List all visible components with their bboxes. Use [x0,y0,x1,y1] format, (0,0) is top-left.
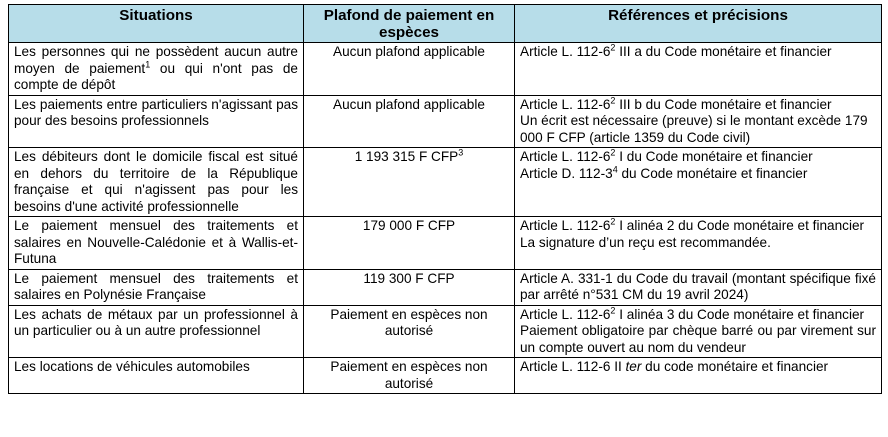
reference-text-cont: III a du Code monétaire et financier [615,44,832,59]
footnote-marker: 2 [610,147,616,158]
reference-text-cont: I alinéa 2 du Code monétaire et financier [615,218,865,233]
situation-cell [9,148,304,217]
plafond-text: Paiement en espèces non autorisé [330,306,488,338]
plafond-cell [304,269,515,305]
reference-text-cont: III b du Code monétaire et financier [615,96,832,112]
reference-line [520,304,876,324]
reference-text: La signature d’un reçu est recommandée. [520,234,771,250]
footnote-marker: 2 [610,94,616,105]
table-row [9,148,882,217]
footnote-marker: 2 [610,304,616,315]
plafond-text: 1 193 315 F CFP [354,149,459,164]
footnote-marker: 1 [145,58,151,69]
situation-text: Le paiement mensuel des traitements et salaires en Nouvelle-Calédonie et à Wallis-et-Futuna [14,218,298,266]
situation-text: Les achats de métaux par un professionnel à un particulier ou à un autre professionnel [14,306,298,338]
reference-text: Article L. 112-6 [520,149,611,164]
footnote-marker: 4 [612,163,618,174]
situation-text: Les paiements entre particuliers n'agissant pas pour des besoins professionnels [14,96,298,128]
reference-line [520,359,876,376]
situation-cell [9,217,304,270]
reference-text: Article L. 112-6 [520,44,611,59]
reference-text: Article L. 112-6 [520,306,611,322]
situation-text: Les débiteurs dont le domicile fiscal est situé en dehors du territoire de la République française et qui n'agissent pas pour les besoins d'une activité professionnelle [14,149,298,214]
table-row [9,269,882,305]
header-situations: Situations [9,5,304,43]
table-row [9,217,882,270]
reference-line [520,44,876,61]
plafond-text: 179 000 F CFP [362,218,456,233]
reference-emphasis: ter [625,359,642,374]
references-cell [515,358,882,394]
references-cell [515,217,882,270]
reference-text-cont: I alinéa 3 du Code monétaire et financier [615,306,865,322]
reference-line [520,271,876,304]
reference-line [520,149,876,166]
references-cell [515,269,882,305]
reference-text-cont: I du Code monétaire et financier [615,149,813,164]
header-references: Références et précisions [515,5,882,43]
plafond-text: Aucun plafond applicable [333,44,485,59]
reference-text: Article L. 112-6 [520,218,611,233]
reference-text-cont: du code monétaire et financier [641,359,829,374]
reference-line [520,94,876,114]
header-plafond: Plafond de paiement en espèces [304,5,515,43]
situation-cell [9,43,304,96]
reference-line [520,163,876,183]
table-row [9,43,882,96]
references-cell [515,95,882,148]
plafond-text: 119 300 F CFP [363,270,455,286]
plafond-text: Aucun plafond applicable [333,96,485,112]
reference-text: Un écrit est nécessaire (preuve) si le montant excède 179 000 F CFP (article 1359 du Code civil) [520,113,868,145]
situation-cell [9,358,304,394]
plafond-text: Paiement en espèces non autorisé [330,359,488,391]
situation-text: Le paiement mensuel des traitements et salaires en Polynésie Française [14,270,298,302]
reference-text: Article D. 112-3 [520,165,613,181]
table-row [9,305,882,358]
payment-limits-table [8,4,882,394]
footnote-marker: 3 [458,147,464,158]
reference-line [520,218,876,235]
footnote-marker: 2 [610,42,616,53]
reference-line [520,113,876,146]
plafond-cell [304,148,515,217]
reference-text: Paiement obligatoire par chèque barré ou par virement sur un compte ouvert au nom du vendeur [520,323,876,355]
references-cell [515,148,882,217]
plafond-cell [304,95,515,148]
plafond-cell [304,43,515,96]
reference-line [520,235,876,252]
table-header-row [9,5,882,43]
situation-text: Les locations de véhicules automobiles [14,359,250,374]
reference-text: Article L. 112-6 [520,96,611,112]
table-row [9,358,882,394]
reference-line [520,323,876,356]
plafond-cell [304,217,515,270]
situation-text-cont: ou qui n'ont pas de compte de dépôt [14,60,298,92]
references-cell [515,305,882,358]
footnote-marker: 2 [610,216,616,227]
reference-text-cont: du Code monétaire et financier [617,165,808,181]
table-row [9,95,882,148]
situation-text: Les personnes qui ne possèdent aucun autre moyen de paiement [14,44,298,76]
situation-cell [9,269,304,305]
reference-text: Article A. 331-1 du Code du travail (montant spécifique fixé par arrêté n°531 CM du 19 avril 2024) [520,270,876,302]
reference-text: Article L. 112-6 II [520,359,626,374]
plafond-cell [304,358,515,394]
situation-cell [9,95,304,148]
plafond-cell [304,305,515,358]
situation-cell [9,305,304,358]
references-cell [515,43,882,96]
